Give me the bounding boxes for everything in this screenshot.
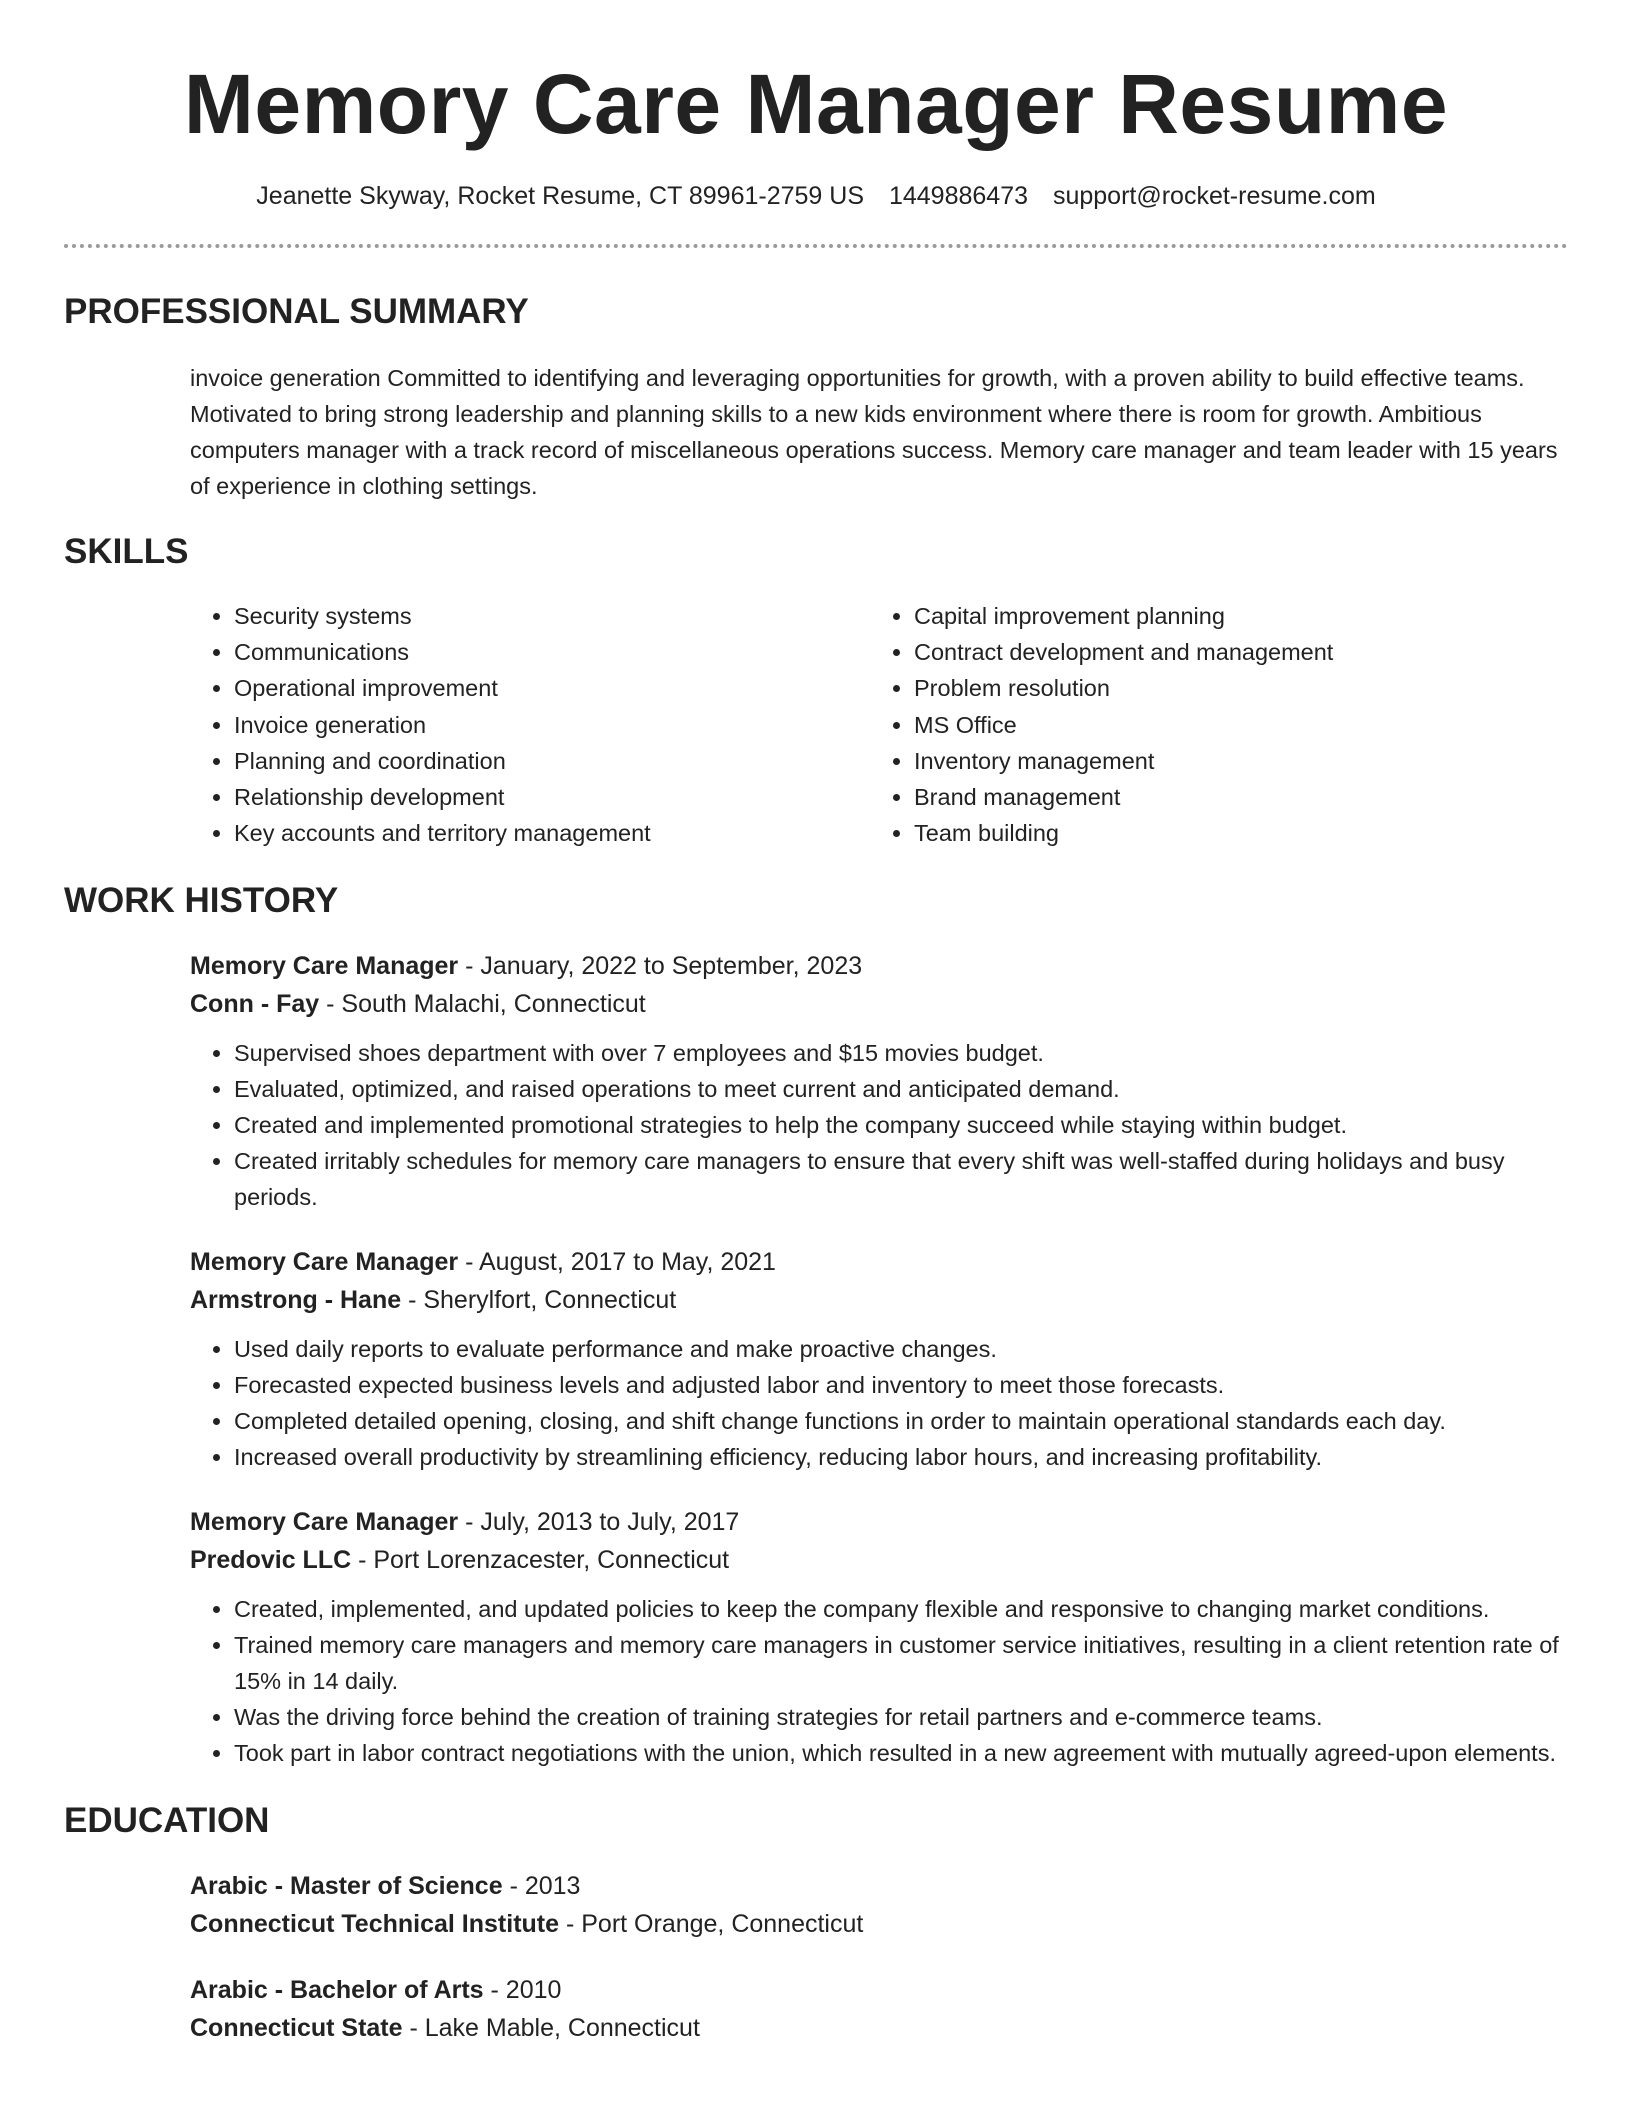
job-dates: - July, 2013 to July, 2017 [458,1508,740,1537]
job-bullet: • Created irritably schedules for memory care managers to ensure that every shift was well-staffed during holidays and busy periods. [234,1143,1568,1215]
education-entry [190,1867,1568,1943]
job-dates: - January, 2022 to September, 2023 [458,952,863,981]
skill-item: • Brand management [914,779,1550,815]
education-year: - 2013 [502,1872,581,1901]
job-bullet: • Trained memory care managers and memory care managers in customer service initiatives, resulting in a client retention rate of 15% in 14 daily. [234,1627,1568,1699]
education-location: - Port Orange, Connecticut [559,1910,864,1939]
skill-item: • Relationship development [234,779,870,815]
contact-line [64,180,1568,212]
work-body [190,947,1568,1771]
job-bullet: • Created and implemented promotional strategies to help the company succeed while staying within budget. [234,1107,1568,1143]
job-bullets [190,1035,1568,1215]
skill-item: • Key accounts and territory management [234,815,870,851]
education-year: - 2010 [483,1976,562,2005]
education-location: - Lake Mable, Connecticut [402,2014,700,2043]
skill-item: • Capital improvement planning [914,598,1550,634]
job-title: Memory Care Manager [190,1508,459,1537]
skill-item: • Planning and coordination [234,743,870,779]
job-title-line [190,947,1568,985]
skill-item: • Operational improvement [234,670,870,706]
education-school: Connecticut State [190,2014,403,2043]
summary-text: invoice generation Committed to identifying and leveraging opportunities for growth, with a proven ability to build effective teams. Motivated to bring strong leadership and planning skills to a new kids environment where there is room for growth. Ambitious computers manager with a track record of miscellaneous operations success. Memory care manager and team leader with 15 years of experience in clothing settings. [190,365,1558,499]
skills-list-left [190,598,870,851]
education-degree: Arabic - Master of Science [190,1872,503,1901]
education-degree-line [190,1867,1568,1905]
skill-item: • Communications [234,634,870,670]
education-school: Connecticut Technical Institute [190,1910,560,1939]
job-entry [190,947,1568,1215]
job-location: - South Malachi, Connecticut [319,990,646,1019]
header-divider [64,244,1568,248]
education-section [64,1799,1568,2047]
job-bullets [190,1591,1568,1771]
skills-heading: SKILLS [64,532,189,571]
job-company: Predovic LLC [190,1546,352,1575]
skill-item: • Contract development and management [914,634,1550,670]
job-dates: - August, 2017 to May, 2021 [458,1248,776,1277]
job-location: - Sherylfort, Connecticut [401,1286,677,1315]
job-bullet: • Used daily reports to evaluate performance and make proactive changes. [234,1331,1568,1367]
education-school-line [190,2009,1568,2047]
education-school-line [190,1905,1568,1943]
skill-item: • MS Office [914,707,1550,743]
job-bullet: • Supervised shoes department with over 7 employees and $15 movies budget. [234,1035,1568,1071]
skill-item: • Inventory management [914,743,1550,779]
job-entry [190,1503,1568,1771]
contact-phone: 1449886473 [888,182,1029,210]
contact-address: Jeanette Skyway, Rocket Resume, CT 89961-2759 US [256,182,865,210]
summary-body [190,360,1568,504]
education-entry [190,1971,1568,2047]
job-title: Memory Care Manager [190,1248,459,1277]
skills-section [64,530,1568,851]
education-heading: EDUCATION [64,1801,270,1841]
job-title-line [190,1243,1568,1281]
job-company-line [190,985,1568,1023]
job-bullet: • Was the driving force behind the creation of training strategies for retail partners and e-commerce teams. [234,1699,1568,1735]
skills-list-right [870,598,1550,851]
job-bullet: • Forecasted expected business levels and adjusted labor and inventory to meet those forecasts. [234,1367,1568,1403]
work-heading: WORK HISTORY [64,881,339,921]
job-company-line [190,1541,1568,1579]
education-degree: Arabic - Bachelor of Arts [190,1976,484,2005]
education-degree-line [190,1971,1568,2009]
work-section [64,879,1568,1771]
skills-column-left [190,598,870,851]
job-company-line [190,1281,1568,1319]
job-title: Memory Care Manager [190,952,459,981]
skill-item: • Problem resolution [914,670,1550,706]
skill-item: • Security systems [234,598,870,634]
education-body [190,1867,1568,2047]
skill-item: • Invoice generation [234,707,870,743]
job-bullet: • Created, implemented, and updated policies to keep the company flexible and responsive to changing market conditions. [234,1591,1568,1627]
job-company: Conn - Fay [190,990,320,1019]
summary-section [64,290,1568,504]
resume-title: Memory Care Manager Resume [183,57,1449,151]
summary-heading: PROFESSIONAL SUMMARY [64,292,529,331]
job-bullets [190,1331,1568,1475]
job-bullet: • Evaluated, optimized, and raised operations to meet current and anticipated demand. [234,1071,1568,1107]
skill-item: • Team building [914,815,1550,851]
job-company: Armstrong - Hane [190,1286,402,1315]
job-title-line [190,1503,1568,1541]
job-bullet: • Took part in labor contract negotiations with the union, which resulted in a new agreement with mutually agreed-upon elements. [234,1735,1568,1771]
skills-grid [190,598,1568,851]
contact-email[interactable]: support@rocket-resume.com [1052,182,1376,210]
skills-column-right [870,598,1550,851]
job-location: - Port Lorenzacester, Connecticut [351,1546,730,1575]
job-entry [190,1243,1568,1475]
job-bullet: • Increased overall productivity by streamlining efficiency, reducing labor hours, and increasing profitability. [234,1439,1568,1475]
job-bullet: • Completed detailed opening, closing, and shift change functions in order to maintain operational standards each day. [234,1403,1568,1439]
